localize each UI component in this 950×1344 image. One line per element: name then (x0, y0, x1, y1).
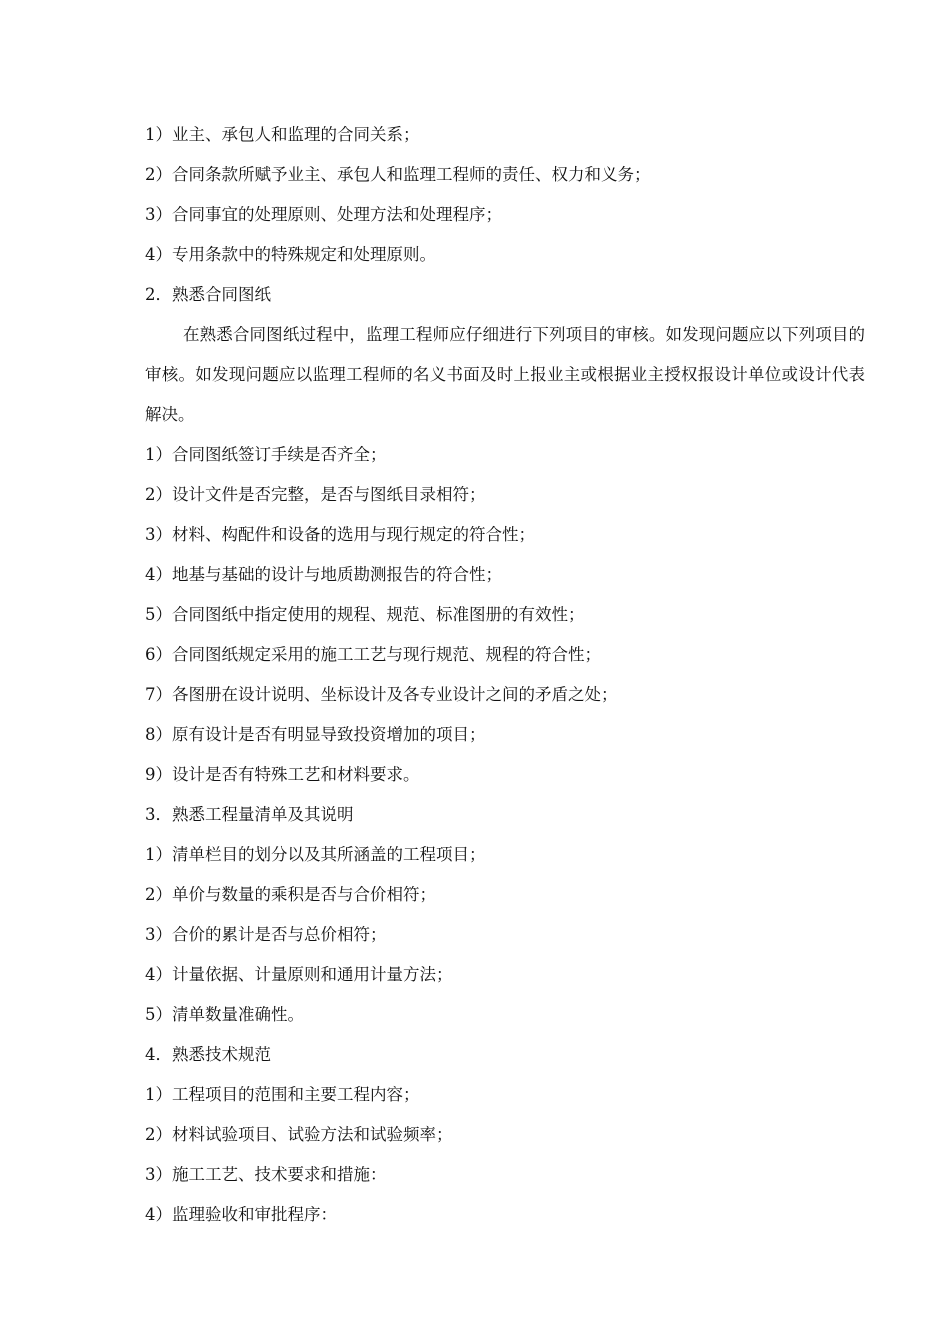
section-contract-drawings (145, 275, 865, 795)
list-item: 6）合同图纸规定采用的施工工艺与现行规范、规程的符合性； (145, 645, 601, 664)
list-item: 5）清单数量准确性。 (145, 1005, 304, 1024)
document-page (145, 115, 865, 1235)
list-item: 3）材料、构配件和设备的选用与现行规定的符合性； (145, 525, 535, 544)
list-item: 4）专用条款中的特殊规定和处理原则。 (145, 245, 436, 264)
list-item: 2）设计文件是否完整，是否与图纸目录相符； (145, 485, 486, 504)
list-item: 9）设计是否有特殊工艺和材料要求。 (145, 765, 420, 784)
section-technical-specifications (145, 1035, 865, 1235)
list-item: 4）地基与基础的设计与地质勘测报告的符合性； (145, 565, 502, 584)
list-item: 1）工程项目的范围和主要工程内容； (145, 1085, 420, 1104)
section-contract-relations (145, 115, 865, 275)
section-heading: 3．熟悉工程量清单及其说明 (145, 805, 354, 824)
list-item: 2）单价与数量的乘积是否与合价相符； (145, 885, 436, 904)
section-heading: 4．熟悉技术规范 (145, 1045, 271, 1064)
list-item: 3）合价的累计是否与总价相符； (145, 925, 387, 944)
list-item: 4）监理验收和审批程序： (145, 1205, 337, 1224)
list-item: 2）材料试验项目、试验方法和试验频率； (145, 1125, 453, 1144)
list-item: 1）合同图纸签订手续是否齐全； (145, 445, 387, 464)
list-item: 1）清单栏目的划分以及其所涵盖的工程项目； (145, 845, 486, 864)
list-item: 3）合同事宜的处理原则、处理方法和处理程序； (145, 205, 502, 224)
list-item: 8）原有设计是否有明显导致投资增加的项目； (145, 725, 486, 744)
section-heading: 2．熟悉合同图纸 (145, 285, 271, 304)
list-item: 2）合同条款所赋予业主、承包人和监理工程师的责任、权力和义务； (145, 165, 651, 184)
list-item: 5）合同图纸中指定使用的规程、规范、标准图册的有效性； (145, 605, 585, 624)
section-paragraph: 在熟悉合同图纸过程中，监理工程师应仔细进行下列项目的审核。如发现问题应以下列项目的审核。如发现问题应以监理工程师的名义书面及时上报业主或根据业主授权报设计单位或设计代表解决。 (145, 325, 865, 424)
list-item: 4）计量依据、计量原则和通用计量方法； (145, 965, 453, 984)
list-item: 3）施工工艺、技术要求和措施： (145, 1165, 387, 1184)
list-item: 1）业主、承包人和监理的合同关系； (145, 125, 420, 144)
section-bill-of-quantities (145, 795, 865, 1035)
list-item: 7）各图册在设计说明、坐标设计及各专业设计之间的矛盾之处； (145, 685, 618, 704)
